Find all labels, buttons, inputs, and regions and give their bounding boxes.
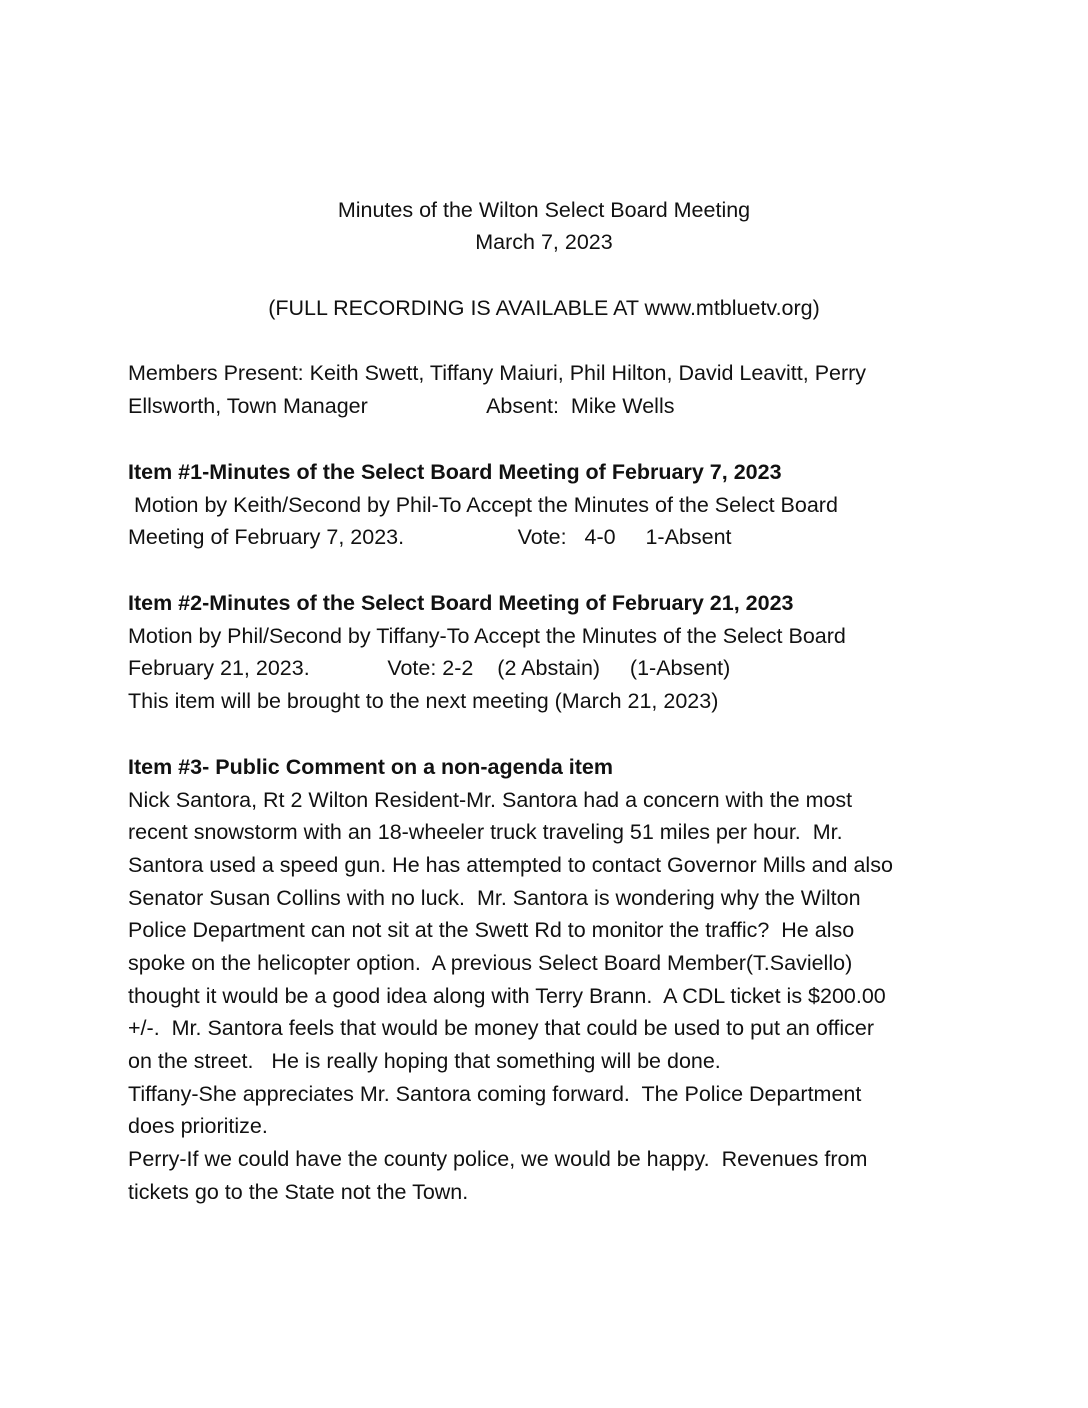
item3-line: spoke on the helicopter option. A previous Select Board Member(T.Saviello) xyxy=(128,951,853,975)
item1-line: Motion by Keith/Second by Phil-To Accept the Minutes of the Select Board xyxy=(128,493,838,517)
item2-line: Motion by Phil/Second by Tiffany-To Accept the Minutes of the Select Board xyxy=(128,624,846,648)
item3-line: +/-. Mr. Santora feels that would be money that could be used to put an officer xyxy=(128,1016,874,1040)
item3-line: on the street. He is really hoping that something will be done. xyxy=(128,1049,721,1073)
item2-heading: Item #2-Minutes of the Select Board Meeting of February 21, 2023 xyxy=(128,591,794,615)
item3-heading: Item #3- Public Comment on a non-agenda item xyxy=(128,755,614,779)
item3-line: Nick Santora, Rt 2 Wilton Resident-Mr. Santora had a concern with the most xyxy=(128,788,853,812)
recording-note: (FULL RECORDING IS AVAILABLE AT www.mtbluetv.org) xyxy=(268,296,820,320)
meeting-date: March 7, 2023 xyxy=(475,230,613,254)
document-title: Minutes of the Wilton Select Board Meeting xyxy=(337,198,751,222)
item3-line: does prioritize. xyxy=(128,1114,268,1138)
item1-heading: Item #1-Minutes of the Select Board Meeting of February 7, 2023 xyxy=(128,460,782,484)
item2-line: This item will be brought to the next meeting (March 21, 2023) xyxy=(128,689,719,713)
item2-line: February 21, 2023. Vote: 2-2 (2 Abstain) (1-Absent) xyxy=(128,656,731,680)
item3-line: Santora used a speed gun. He has attempted to contact Governor Mills and also xyxy=(128,853,893,877)
item3-line: recent snowstorm with an 18-wheeler truck traveling 51 miles per hour. Mr. xyxy=(128,820,843,844)
item3-line: thought it would be a good idea along with Terry Brann. A CDL ticket is $200.00 xyxy=(128,984,886,1008)
item1-line: Meeting of February 7, 2023. Vote: 4-0 1-Absent xyxy=(128,525,732,549)
item3-line: Police Department can not sit at the Swett Rd to monitor the traffic? He also xyxy=(128,918,855,942)
item3-line: Perry-If we could have the county police, we would be happy. Revenues from xyxy=(128,1147,868,1171)
item3-line: tickets go to the State not the Town. xyxy=(128,1180,469,1204)
item3-line: Senator Susan Collins with no luck. Mr. Santora is wondering why the Wilton xyxy=(128,886,861,910)
members-present-line-1: Members Present: Keith Swett, Tiffany Maiuri, Phil Hilton, David Leavitt, Perry xyxy=(128,361,867,385)
members-present-line-2: Ellsworth, Town Manager Absent: Mike Wells xyxy=(128,394,675,418)
item3-line: Tiffany-She appreciates Mr. Santora coming forward. The Police Department xyxy=(128,1082,862,1106)
